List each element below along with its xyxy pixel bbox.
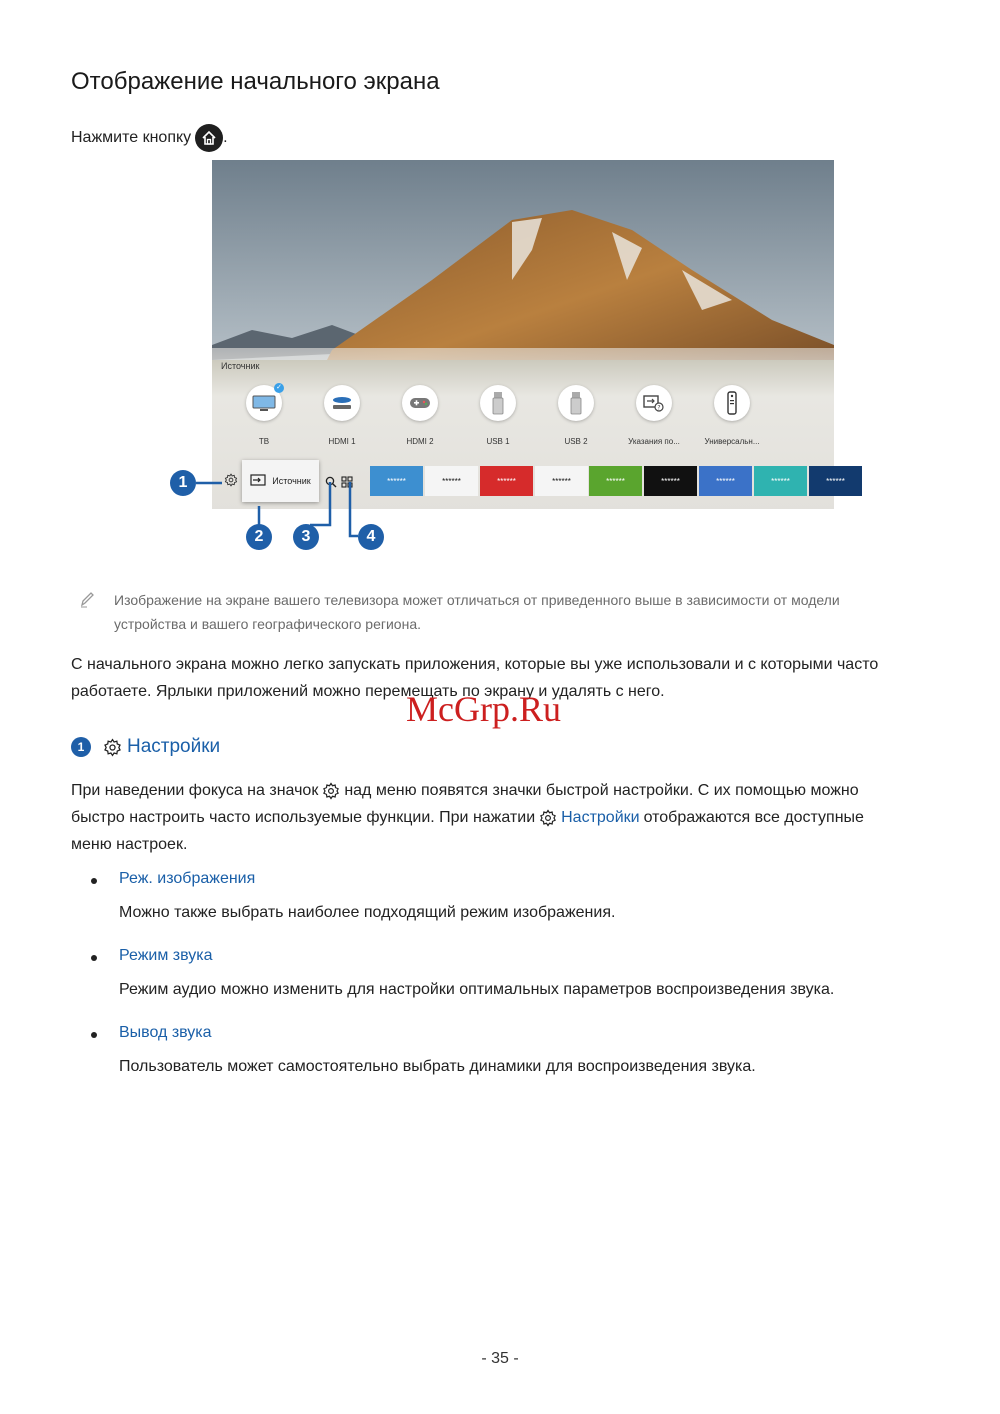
app-tile[interactable] [754,466,807,496]
press-suffix: . [223,129,228,146]
app-tile-label: ****** [552,476,571,486]
press-instruction [71,124,228,152]
app-tile-label: ****** [826,476,845,486]
text: При наведении фокуса на значок [71,782,319,799]
svg-text:?: ? [657,404,661,412]
section-number: 1 [71,737,91,757]
app-tile-label: ****** [442,476,461,486]
app-tile-label: ****** [661,476,680,486]
text: отображаются все доступные [643,809,864,826]
gamepad-icon [402,385,438,421]
remote-icon [714,385,750,421]
bullet-dot [91,878,97,884]
section-heading-settings [71,736,220,758]
section-title: Настройки [127,736,221,757]
press-text: Нажмите кнопку [71,129,192,146]
callout-4: 4 [358,524,384,550]
app-tile[interactable] [480,466,533,496]
bluray-icon [324,385,360,421]
settings-gear-icon [103,738,122,757]
connection-guide-icon [636,385,672,421]
app-tile-label: ****** [716,476,735,486]
app-tile-label: ****** [497,476,516,486]
source-item-hdmi1[interactable] [303,385,381,446]
bullet-desc: Режим аудио можно изменить для настройки оптимальных параметров воспроизведения звука. [119,981,835,998]
source-item-usb1[interactable] [459,385,537,446]
callout-3: 3 [293,524,319,550]
source-name: Универсальн... [704,437,760,446]
bullet-dot [91,1032,97,1038]
source-item-hdmi2[interactable] [381,385,459,446]
bullet-desc: Можно также выбрать наиболее подходящий режим изображения. [119,904,616,921]
section-paragraph-line-3: меню настроек. [71,836,188,853]
app-tile[interactable] [425,466,478,496]
tv-home-screenshot [212,160,845,509]
text: над меню появятся значки быстрой настройки. С их помощью можно [344,782,859,799]
app-tile[interactable] [535,466,588,496]
intro-line-2: работаете. Ярлыки приложений можно перемещать по экрану и удалять с него. [71,683,665,700]
callout-2: 2 [246,524,272,550]
mountain-landscape-image [212,160,834,509]
usb-icon [480,385,516,421]
settings-gear-icon [539,809,557,827]
app-tile[interactable] [589,466,642,496]
callout-1: 1 [170,470,196,496]
source-item-universal-remote[interactable] [693,385,771,446]
source-name: HDMI 2 [406,437,434,446]
page-number: - 35 - [481,1350,519,1367]
app-tile[interactable] [699,466,752,496]
bullet-title[interactable]: Режим звука [119,947,213,964]
bullet-dot [91,955,97,961]
section-paragraph-line-2 [71,804,921,831]
source-name: ТВ [258,437,270,446]
app-tile[interactable] [644,466,697,496]
source-button-label: Источник [272,476,311,486]
bullet-title[interactable]: Вывод звука [119,1024,212,1041]
bullet-desc: Пользователь может самостоятельно выбрать динамики для воспроизведения звука. [119,1058,756,1075]
page-title: Отображение начального экрана [71,68,440,95]
source-name: USB 1 [486,437,510,446]
source-item-usb2[interactable] [537,385,615,446]
app-tile-label: ****** [387,476,406,486]
source-name: Указания по... [628,437,680,446]
source-name: USB 2 [564,437,588,446]
app-tile-label: ****** [771,476,790,486]
note-pencil-icon [79,590,95,613]
section-paragraph-line-1 [71,777,921,804]
source-item-connection-guide[interactable] [615,385,693,446]
home-icon [195,124,223,152]
source-name: HDMI 1 [328,437,356,446]
source-label: Источник [221,361,260,371]
note-text: Изображение на экране вашего телевизора может отличаться от приведенного выше в зависимости от модели устройства и вашего географического региона. [114,592,840,632]
intro-line-1: С начального экрана можно легко запускать приложения, которые вы уже использовали и с которыми часто [71,656,879,673]
watermark: McGrp.Ru [406,689,561,729]
app-tile-label: ****** [606,476,625,486]
tv-icon [246,385,282,421]
bullet-title[interactable]: Реж. изображения [119,870,256,887]
app-tile[interactable] [809,466,862,496]
text: быстро настроить часто используемые функции. При нажатии [71,809,536,826]
source-item-tv[interactable] [225,385,303,446]
settings-link[interactable]: Настройки [561,809,640,826]
selected-check-icon: ✓ [274,383,284,393]
settings-gear-icon [322,782,340,800]
usb-icon [558,385,594,421]
